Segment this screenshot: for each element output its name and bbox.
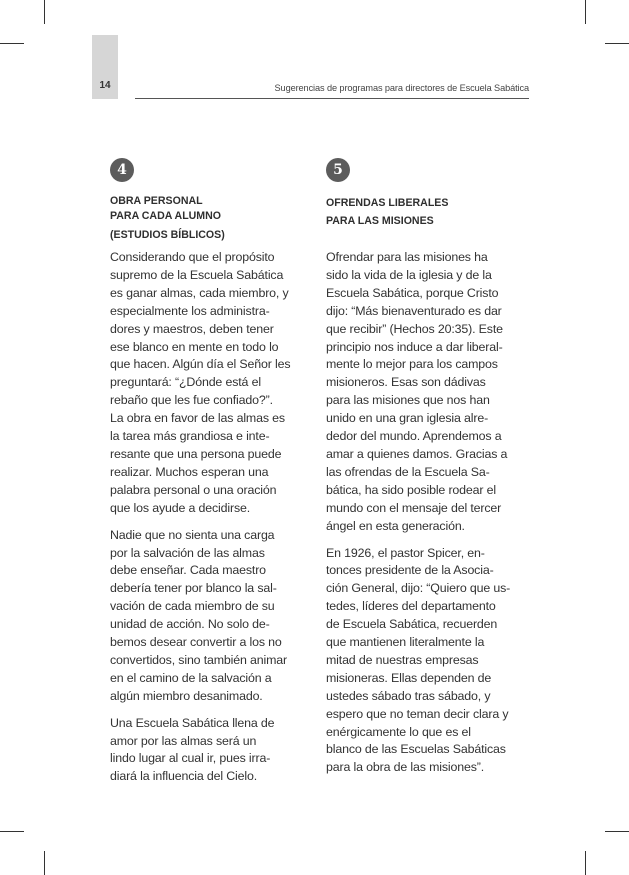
page-number: 14 xyxy=(99,80,111,91)
heading-line: PARA LAS MISIONES xyxy=(326,215,434,227)
crop-mark-top-right xyxy=(585,0,586,24)
crop-mark-top-right xyxy=(605,43,629,44)
text-line: bemos desear convertir a los no xyxy=(110,635,282,650)
text-line: lindo lugar al cual ir, pues irra- xyxy=(110,751,271,766)
text-line: enérgicamente lo que es el xyxy=(326,724,471,739)
text-line: por la salvación de las almas xyxy=(110,545,265,560)
text-line: Escuela Sabática, porque Cristo xyxy=(326,285,499,300)
body-paragraph xyxy=(110,527,305,706)
text-line: mitad de nuestras empresas xyxy=(326,652,479,667)
text-line: que mantienen literalmente la xyxy=(326,635,485,650)
text-line: realizar. Muchos esperan una xyxy=(110,464,269,479)
text-line: es ganar almas, cada miembro, y xyxy=(110,285,289,300)
text-line: resante que una persona puede xyxy=(110,446,282,461)
text-line: La obra en favor de las almas es xyxy=(110,411,285,426)
text-line: ustedes sábado tras sábado, y xyxy=(326,688,491,703)
section-body xyxy=(110,249,305,786)
text-line: de Escuela Sabática, recuerden xyxy=(326,617,498,632)
text-line: unido en una gran iglesia alre- xyxy=(326,411,489,426)
text-line: preguntará: “¿Dónde está el xyxy=(110,375,261,390)
text-line: dores y maestros, deben tener xyxy=(110,321,274,336)
text-line: espero que no teman decir clara y xyxy=(326,706,509,721)
text-line: Nadie que no sienta una carga xyxy=(110,527,275,542)
text-line: tonces presidente de la Asocia- xyxy=(326,563,494,578)
crop-mark-bottom-left xyxy=(44,851,45,875)
text-line: palabra personal o una oración xyxy=(110,482,277,497)
text-line: especialmente los administra- xyxy=(110,303,270,318)
text-line: que los ayude a decidirse. xyxy=(110,500,251,515)
text-line: Ofrendar para las misiones ha xyxy=(326,250,488,264)
section-heading xyxy=(110,193,305,243)
text-line: bática, ha sido posible rodear el xyxy=(326,482,497,497)
crop-mark-top-left xyxy=(0,43,24,44)
text-line: debe enseñar. Cada maestro xyxy=(110,563,266,578)
text-line: dedor del mundo. Aprendemos a xyxy=(326,429,502,444)
running-head: Sugerencias de programas para directores de Escuela Sabática xyxy=(274,83,529,93)
heading-line: OFRENDAS LIBERALES xyxy=(326,197,449,209)
section-number-badge: 5 xyxy=(326,158,350,182)
section-column-left xyxy=(110,193,305,795)
heading-line: (ESTUDIOS BÍBLICOS) xyxy=(110,229,225,241)
text-line: sido la vida de la iglesia y de la xyxy=(326,267,492,282)
text-line: Considerando que el propósito xyxy=(110,250,275,264)
crop-mark-bottom-left xyxy=(0,831,24,832)
text-line: ángel en esta generación. xyxy=(326,518,465,533)
text-line: tedes, líderes del departamento xyxy=(326,599,496,614)
text-line: Una Escuela Sabática llena de xyxy=(110,715,275,730)
body-paragraph xyxy=(110,715,305,787)
text-line: amor por las almas será un xyxy=(110,733,257,748)
text-line: la tarea más grandiosa e inte- xyxy=(110,429,270,444)
text-line: supremo de la Escuela Sabática xyxy=(110,267,284,282)
text-line: mente lo mejor para los campos xyxy=(326,357,498,372)
text-line: debería tener por blanco la sal- xyxy=(110,581,277,596)
text-line: ción General, dijo: “Quiero que us- xyxy=(326,581,511,596)
heading-line: PARA CADA ALUMNO xyxy=(110,210,222,222)
crop-mark-bottom-right xyxy=(585,851,586,875)
text-line: rebaño que les fue confiado?”. xyxy=(110,393,273,408)
text-line: diará la influencia del Cielo. xyxy=(110,769,258,784)
text-line: convertidos, sino también animar xyxy=(110,652,288,667)
text-line: misioneras. Ellas dependen de xyxy=(326,670,492,685)
body-paragraph xyxy=(326,249,521,536)
body-paragraph xyxy=(326,545,521,778)
section-column-right xyxy=(326,195,521,786)
text-line: principio nos induce a dar liberal- xyxy=(326,339,503,354)
text-line: misioneros. Esas son dádivas xyxy=(326,375,486,390)
crop-mark-bottom-right xyxy=(605,831,629,832)
section-body xyxy=(326,249,521,777)
text-line: que hacen. Algún día el Señor les xyxy=(110,357,291,372)
heading-line: OBRA PERSONAL xyxy=(110,195,203,207)
text-line: dijo: “Más bienaventurado es dar xyxy=(326,303,502,318)
text-line: en el camino de la salvación a xyxy=(110,670,272,685)
text-line: unidad de acción. No solo de- xyxy=(110,617,270,632)
text-line: para la obra de las misiones”. xyxy=(326,760,485,775)
text-line: mundo con el mensaje del tercer xyxy=(326,500,502,515)
text-line: que recibir” (Hechos 20:35). Este xyxy=(326,321,503,336)
text-line: algún miembro desanimado. xyxy=(110,688,263,703)
section-number-badge: 4 xyxy=(110,158,134,182)
section-heading xyxy=(326,195,521,229)
crop-mark-top-left xyxy=(44,0,45,24)
text-line: En 1926, el pastor Spicer, en- xyxy=(326,545,485,560)
text-line: ese blanco en mente en todo lo xyxy=(110,339,279,354)
header-rule xyxy=(135,98,529,99)
text-line: las ofrendas de la Escuela Sa- xyxy=(326,464,490,479)
body-paragraph xyxy=(110,249,305,518)
text-line: amar a quienes damos. Gracias a xyxy=(326,446,508,461)
text-line: vación de cada miembro de su xyxy=(110,599,275,614)
text-line: para las misiones que nos han xyxy=(326,393,490,408)
text-line: blanco de las Escuelas Sabáticas xyxy=(326,742,506,757)
